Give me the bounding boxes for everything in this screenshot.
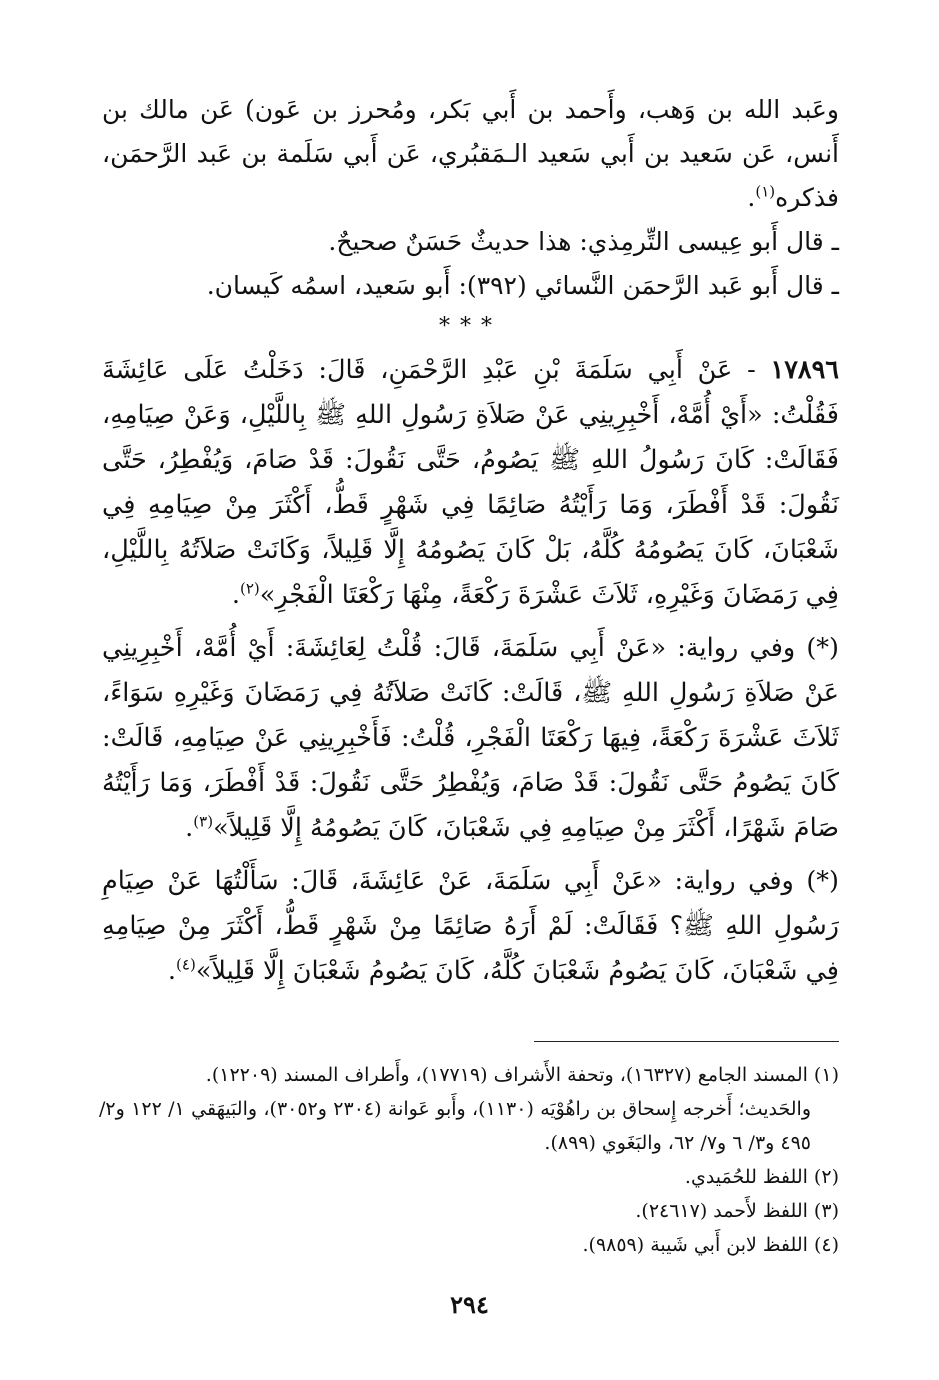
footnote-ref-4: (٤) (176, 955, 196, 974)
footnote-ref-1: (١) (755, 182, 776, 201)
hadith-end: . (231, 580, 240, 610)
hadith-text: - عَنْ أَبِي سَلَمَةَ بْنِ عَبْدِ الرَّحْمَنِ، قَالَ: دَخَلْتُ عَلَى عَائِشَةَ فَقُلْتُ: «أَيْ أُمَّهْ، أَخْبِرِينِي عَنْ صَلاَةِ رَسُولِ اللهِ ﷺ بِاللَّيْلِ، وَعَنْ صِيَامِهِ، فَقَالَتْ: كَانَ رَسُولُ اللهِ ﷺ يَصُومُ، حَتَّى نَقُولَ: قَدْ صَامَ، وَيُفْطِرُ، حَتَّى نَقُولَ: قَدْ أَفْطَرَ، وَمَا رَأَيْتُهُ صَائِمًا فِي شَهْرٍ قَطُّ، أَكْثَرَ مِنْ صِيَامِهِ فِي شَعْبَانَ، كَانَ يَصُومُهُ كُلَّهُ، بَلْ كَانَ يَصُومُهُ إِلَّا قَلِيلاً، وَكَانَتْ صَلاَتُهُ بِاللَّيْلِ، فِي رَمَضَانَ وَغَيْرِهِ، ثَلاَثَ عَشْرَةَ رَكْعَةً، مِنْهَا رَكْعَتَا الْفَجْرِ» (102, 355, 839, 610)
variant-1-paragraph (102, 626, 839, 851)
main-text (102, 88, 839, 998)
variant-2-end: . (167, 956, 177, 986)
variant-1-end: . (185, 813, 194, 843)
nasai-note: ـ قال أَبو عَبد الرَّحمَن النَّسائي (٣٩٢): أَبو سَعيد، اسمُه كَيسان. (206, 271, 839, 300)
page-number: ٢٩٤ (450, 1290, 489, 1319)
footnote-ref-3: (٣) (193, 812, 214, 831)
variant-2-paragraph (102, 859, 839, 994)
hadith-number: ١٧٨٩٦ (770, 355, 839, 385)
intro-line-1: وعَبد الله بن وَهب، وأَحمد بن أَبي بَكر، ومُحرز بن عَون) عَن مالك بن أَنس، عَن سَعيد بن (102, 95, 840, 168)
variant-1-text: «عَنْ أَبِي سَلَمَةَ، قَالَ: قُلْتُ لِعَائِشَةَ: أَيْ أُمَّهْ، أَخْبِرِينِي عَنْ صَلاَةِ رَسُولِ اللهِ ﷺ، قَالَتْ: كَانَتْ صَلاَتُهُ فِي رَمَضَانَ وَغَيْرِهِ سَوَاءً، ثَلاَثَ عَشْرَةَ رَكْعَةً، فِيهَا رَكْعَتَا الْفَجْرِ، قُلْتُ: فَأَخْبِرِينِي عَنْ صِيَامِهِ، قَالَتْ: كَانَ يَصُومُ حَتَّى نَقُولَ: قَدْ صَامَ، وَيُفْطِرُ حَتَّى نَقُولَ: قَدْ أَفْطَرَ، وَمَا رَأَيْتُهُ صَامَ شَهْرًا، أَكْثَرَ مِنْ صِيَامِهِ فِي شَعْبَانَ، كَانَ يَصُومُهُ إِلَّا قَلِيلاً» (102, 633, 839, 843)
footnote-3: (٣) اللفظ لأَحمد (٢٤٦١٧). (635, 1200, 839, 1222)
hadith-paragraph (102, 348, 839, 618)
tirmidhi-note: ـ قال أَبو عِيسى التِّرمِذي: هذا حديثٌ حَسَنٌ صحيحٌ. (328, 227, 839, 256)
variant-2-lead: (*) وفي رواية: (674, 866, 839, 896)
footnote-4: (٤) اللفظ لابن أَبي شَيبة (٩٨٥٩). (582, 1234, 839, 1256)
footnote-ref-2: (٢) (239, 579, 260, 598)
footnote-1: (١) المسند الجامع (١٦٣٢٧)، وتحفة الأَشراف (١٧٧١٩)، وأَطراف المسند (١٢٢٠٩). (205, 1064, 839, 1086)
intro-paragraph (102, 88, 839, 220)
footnote-1-continuation: والحَديث؛ أَخرجه إِسحاق بن راهُوْيَه (١١٣٠)، وأَبو عَوانة (٢٣٠٤ و٣٠٥٢)، والبَيهَقي ١/ ١٢٢ و٢/ ٤٩٥ و٣/ ٦ و٧/ ٦٢، والبَغَوي (٨٩٩). (99, 1098, 812, 1154)
section-separator-stars: *** (439, 314, 502, 339)
intro-line-2: أَبي سَعيد الـمَقبُري، عَن أَبي سَلَمة بن عَبد الرَّحمَن، فذكره (102, 139, 839, 212)
variant-1-lead: (*) وفي رواية: (677, 633, 839, 663)
intro-line-2-end: . (747, 183, 756, 212)
variant-2-text: «عَنْ أَبِي سَلَمَةَ، عَنْ عَائِشَةَ، قَالَ: سَأَلْتُهَا عَنْ صِيَامِ رَسُولِ اللهِ ﷺ؟ فَقَالَتْ: لَمْ أَرَهُ صَائِمًا مِنْ شَهْرٍ قَطُّ، أَكْثَرَ مِنْ صِيَامِهِ فِي شَعْبَانَ، كَانَ يَصُومُ شَعْبَانَ كُلَّهُ، كَانَ يَصُومُ شَعْبَانَ إِلَّا قَلِيلاً» (102, 866, 839, 986)
footnotes (99, 1058, 839, 1262)
footnote-2: (٢) اللفظ للحُمَيدي. (684, 1166, 839, 1188)
footnote-separator-line (534, 1041, 839, 1042)
